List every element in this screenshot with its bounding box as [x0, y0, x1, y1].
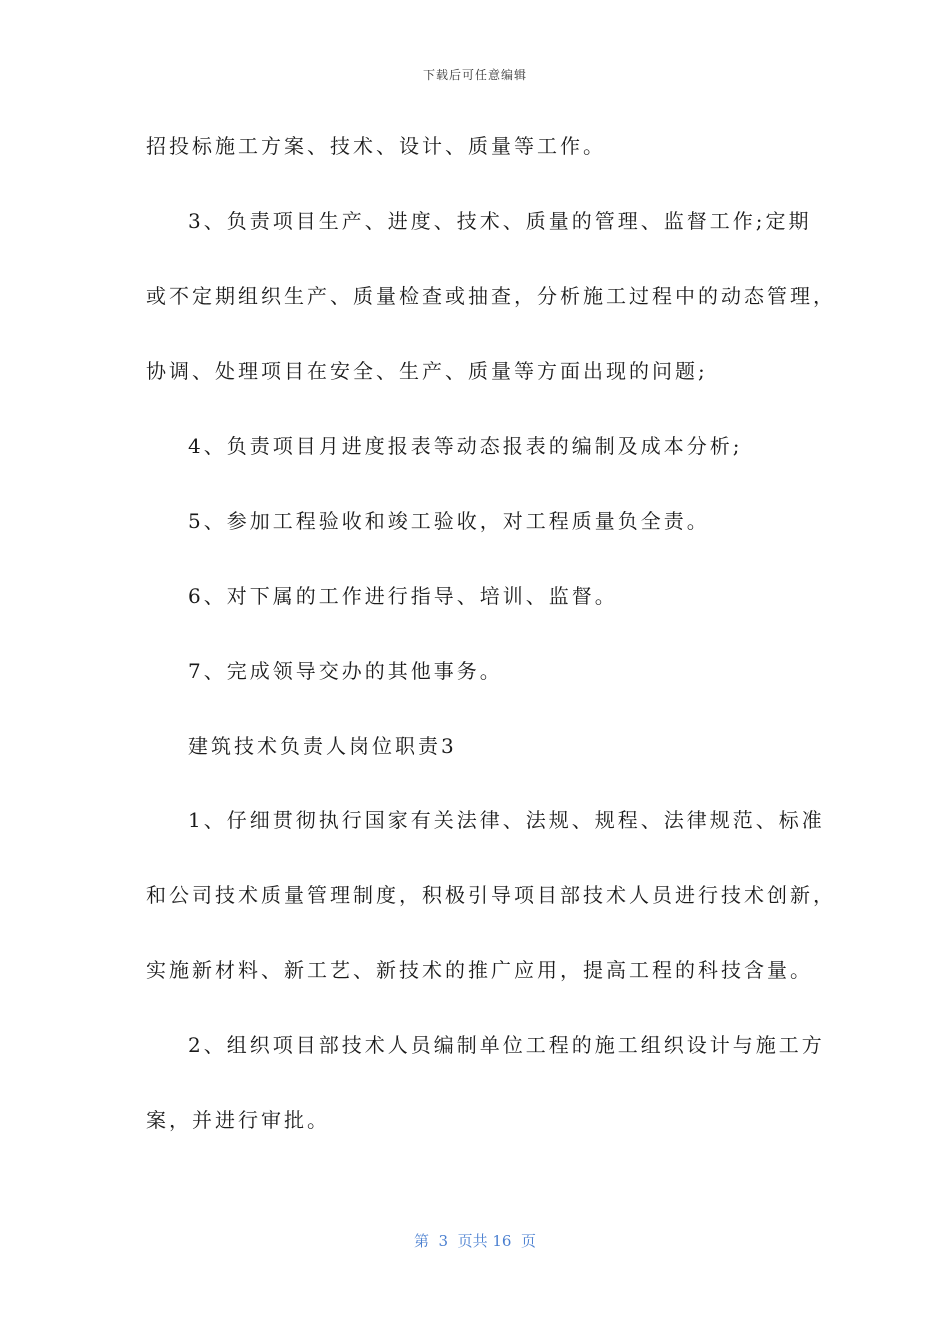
paragraph-line: 5、参加工程验收和竣工验收，对工程质量负全责。	[188, 509, 710, 533]
paragraph-line: 或不定期组织生产、质量检查或抽查，分析施工过程中的动态管理，	[146, 284, 836, 308]
paragraph-line: 案，并进行审批。	[146, 1108, 330, 1132]
page-header: 下载后可任意编辑	[422, 68, 527, 82]
section-heading: 建筑技术负责人岗位职责3	[188, 734, 457, 758]
paragraph-line: 协调、处理项目在安全、生产、质量等方面出现的问题;	[146, 359, 708, 383]
paragraph-line: 1、仔细贯彻执行国家有关法律、法规、规程、法律规范、标准	[188, 808, 825, 832]
paragraph-line: 7、完成领导交办的其他事务。	[188, 659, 503, 683]
paragraph-line: 2、组织项目部技术人员编制单位工程的施工组织设计与施工方	[188, 1033, 825, 1057]
paragraph-line: 和公司技术质量管理制度，积极引导项目部技术人员进行技术创新，	[146, 883, 836, 907]
paragraph-line: 实施新材料、新工艺、新技术的推广应用，提高工程的科技含量。	[146, 958, 813, 982]
paragraph-line: 6、对下属的工作进行指导、培训、监督。	[188, 584, 618, 608]
paragraph-line: 招投标施工方案、技术、设计、质量等工作。	[146, 134, 606, 158]
paragraph-line: 4、负责项目月进度报表等动态报表的编制及成本分析;	[188, 434, 743, 458]
page-number-footer: 第 3 页共 16 页	[413, 1232, 536, 1250]
paragraph-line: 3、负责项目生产、进度、技术、质量的管理、监督工作;定期	[188, 209, 812, 233]
